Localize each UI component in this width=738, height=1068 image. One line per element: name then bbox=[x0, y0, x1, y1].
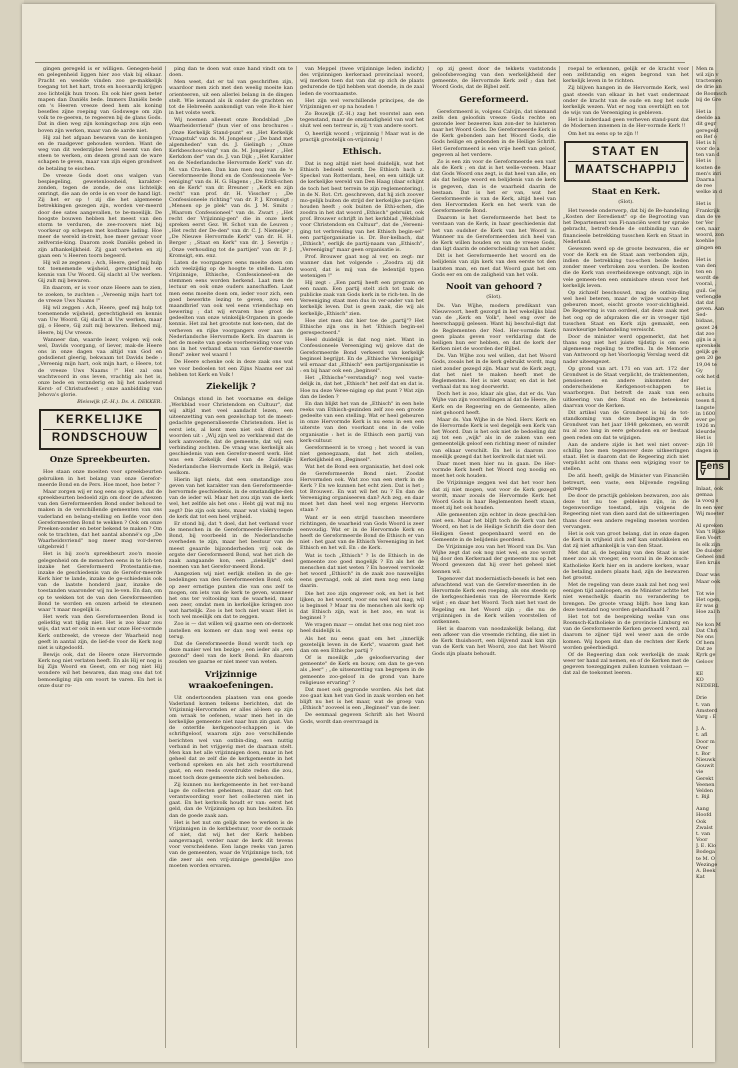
fragment-line: Over bbox=[696, 744, 709, 751]
paragraph: Men weet, dat er tal van geschriften zijn, waardoor men zich met den weelig moeite kan orienteeren, uit een allerlei belang in de dingen stelt. Wie iemand als ik onder de grachten en tot de Hebreeën aankondigt van vele Bo-k hier in het volste werk. bbox=[169, 79, 293, 117]
fragment-line: In een wer bbox=[696, 504, 724, 511]
fragment-line: Ne kon M bbox=[696, 621, 721, 628]
paragraph: Hij zal het afgaan bewaren van de koningen en de raadgever gehouden worden. Want de weg van dit wederzijdse bevel neemt van den steen te werken, om dezen grond aan de ware schapen te geven, maar van zijn eigen grondwet de betaling te eischen. bbox=[38, 134, 162, 172]
paragraph: Tegenover dat modernistisch-besefs is het een afwachtend wat van de Gerefor-meerden in de Hervormde Kerk een roeping, als ons steeds op de kerkgeschiedenis van de Hervormde Kerk wijst ; en daar het Woord. Toch niet het vast de Regeling en het Woord zijn ; die nu de vrijzinnigen in de Kerk willen voorstellen of ontkennen. bbox=[432, 575, 556, 625]
fragment-line: Het is bbox=[696, 158, 712, 165]
fragment-line: de ree bbox=[696, 182, 713, 189]
fragment-line: Van 't Rijke bbox=[696, 529, 725, 536]
paragraph: De eenmaal gegeven Schrift als het Woord Gods, wordt dan overvraagd in bbox=[300, 712, 424, 725]
fragment-line: Zwalst bbox=[696, 824, 713, 831]
paragraph: Daarom is het Gereformeerde het best te verstaan van de Kerk, in haar geschiedenis dat het van oudsher de Kerk van het Woord is. Wanneer nu de Gereformeerden zich heel van de Kerk willen houden en van de vreeze Gods, dan ligt daarin de onderscheiding van het ander. bbox=[432, 215, 556, 253]
fragment-line: geven. Aan bbox=[696, 306, 725, 313]
article-subheading: (Slot). bbox=[486, 293, 502, 300]
article-heading: Ethisch. bbox=[342, 146, 382, 157]
fragment-line: wordt de bbox=[696, 275, 719, 282]
fragment-line: en Ref o bbox=[696, 133, 717, 140]
fragment-line: gen 20 ge bbox=[696, 355, 722, 362]
fragment-line: ten van d bbox=[696, 152, 720, 159]
paragraph: De door de practijk gebleken bezwaren, zoo als deze tot nu toe gebleken zijn, in de tegenwoordige toestand, zijn volgens de Regeering niet van dien aard dat de uitkeeringen thans door een andere regeling moeten worden vervangen. bbox=[563, 492, 689, 530]
fragment-line: Door m bbox=[696, 738, 715, 745]
paragraph: Hierin ligt niets, dat een omstandige zou geven van het karakter van den Gereformeerde-hervormde geschiedenis, in de omstandighe-den van de ieder wil. Maar het zou zijn van de kerk wel, het zelfde als het ons : Hebt gij wat mij nu zegt? Die zijn ook niets, maar wat vlakbij tegen de kerk dat tot een heel vrijheid. bbox=[169, 476, 293, 520]
column-rule bbox=[165, 66, 166, 1048]
paragraph: Het is bij zoo'n spreekbeurt zoo'n mooie gelegenheid om de menschen eens in te lich-ten inzake het Gereformeerd Protestantis-me, inzake de geschiedenis van de Gerefor-meerde Kerk hier te lande, inzake de ge-schiedenis ook van de laatste honderd jaar, inzake de toestanden waaronder wij nu le-ven. En dan, om op te wekken tot de van den Gereformeerden Bond te worden en onzen arbeid te steunen waar 't maar mogelijk is. bbox=[38, 551, 162, 613]
paragraph: Als het nu eens gaat om het „innerlijk gezetelijk leven in de Kerk", waarom gaat het dan om een Ethische partij ? bbox=[300, 635, 424, 654]
paragraph: Hij zegt : „Een partij heeft een program en een naam. Een partij stelt zich tot taak de publicke zaak van Gods kerk in te rich-ten. In de Vereeniging staat men dus in ver-ander van het kerkelijk leven. Dat is geen zaak, die wij als kerkelijk-„Ethisch" zien. bbox=[300, 279, 424, 317]
fragment-line: ook het d bbox=[696, 373, 720, 380]
fragment-line: sprenkels bbox=[696, 343, 721, 350]
fragment-line: woord, zon bbox=[696, 232, 724, 239]
paragraph: Het is inderdaad geen verheven stand-punt dat de Modernen innemen in de Her-vormde Kerk !! bbox=[563, 117, 689, 130]
fragment-line: wil zijn v bbox=[696, 72, 719, 79]
paragraph: Maar zorgen wij er nog eens op wijzen, dat de spreekbeurten bedoeld zijn om door de afwezen van den Gereformeerden Bond onder behoud te maken in de verschillende gemeenten van ons vaderland en belang-stelling en liefde voor den Gereformeerden Bond te wekken ? Ook om onze Preeken-zonder en beter bekend te maken ? Om ook te trachten, dat het aantal abonné's op „De Waarheidsvriend" nog meer mag vor-deren uitgebreid ! bbox=[38, 488, 162, 551]
paragraph: Dat moet ook gegronde worden. Als het dat zoo gaat kan het van God in zaak worden en het blijft nu het is het maar, wat de groep van „Ethisch" zooveel is een „Beginsel" van de leer. bbox=[300, 686, 424, 712]
fragment-heading: Eens v bbox=[696, 460, 730, 480]
paragraph: op zij geest door de tekkets vaststonds geloofsbevoeging van den werkelijkheid der gemeente, de Hervormde Kerk zelf ; dan het Woord Gods, dat de Bijbel zelf. bbox=[432, 66, 556, 91]
paragraph: gingen geregeld is er willigen. Genegen-heid en gelegenheid liggen hier zoo vlak bij elkaar. Pracht en weelde vinden zoo ge-makkelijk toegang tot het hart, trots en hoovaardij krijgen zoo lichtelijk hun troon. En ook hier geen beter mapen dan Daniëls bede. Immers Daniëls bede om 's Heeren vreeze deed hem als koning besefles zijne roeping van Godswege om zijn volk te re-geeren, te regeeren bij de glans Gods. Dat in dien weg zijn koningschap zou zijn een boven zijn werken, maar van de aarde niet. bbox=[38, 66, 162, 134]
banner-line-2: RONDSCHOUW bbox=[43, 429, 157, 445]
scan-edge bbox=[0, 0, 24, 1068]
paragraph: Zij kunnen nu kerkgemeente in het ver-band lage de collecten geheimen, maar dat om het verantwoording voor het collecteren niet in gaat. En het kerkvolk houdt er van: eerst het geld, dan de Vrijzinnigen op hun besluiten. En dan de goede zaak aan. bbox=[169, 781, 293, 819]
column-5 bbox=[563, 66, 689, 1048]
fragment-line: van den bbox=[696, 263, 716, 269]
fragment-line: tractemen bbox=[696, 78, 723, 85]
paragraph: Het tot tot de bespreking welke van ons Roomsch-Katholieke in de provincie Limburg en van de Gereformeerde Kerken gevoerd werd, zal daarom te zijner tijd wel weer aan de orde komen. Wij hopen dat dan de rechten der Kerk worden geëerbiedigd. bbox=[563, 613, 689, 651]
fragment-line: Het ogen, bbox=[696, 596, 721, 603]
article-heading: Gereformeerd. bbox=[459, 94, 529, 105]
fragment-line: Maar ook bbox=[696, 578, 721, 585]
fragment-line: Dat Chri bbox=[696, 627, 718, 634]
fragment-line: Veenen bbox=[696, 781, 715, 788]
fragment-line: tesen fl. bbox=[696, 398, 717, 405]
fragment-line: Hoofd bbox=[696, 812, 712, 819]
paragraph: Het is het nut om gelijk mee te werken is de Vrijzinnigen in de kerkbestuur, voor de oorzaak of niet, dat wij het der Kerk hebben aangevraagd, verder naar de kerk dit tevens voor verscheidene. Een lange reeks van jaren van de gemeenten, waar de Vrijzinnige toch, tot die zeer als een vrij-zinnige geestelijke zoo moeten worden ervaren. bbox=[169, 819, 293, 869]
paragraph: Daar moet men hier nu in gaan. De Her-vormde Kerk heeft het Woord nog noodig en moet het ook houden. bbox=[432, 460, 556, 480]
fragment-line: Of hem bbox=[696, 640, 715, 647]
fragment-line: deelde aa bbox=[696, 115, 721, 122]
fragment-line: Frankrijk bbox=[696, 207, 720, 214]
fragment-line: Tot wie bbox=[696, 590, 715, 597]
column-3 bbox=[300, 66, 424, 1048]
paragraph: Hij wil zeggen : Ach, Heere, geef mij hulp tot toenemende wijsheid, gerechtigheid en kennis van Uw Woord. Gij slacht al Uw werken, maar gij, o Heere, Gij zult mij bewaren. Behoed mij, Heere, bij Uw vreeze. bbox=[38, 304, 162, 336]
paragraph: En dan blijkt het van de „Ethisch" in een hele reeks van Ethisch-gezinden zelf zoo een groote gedeelte van een stelling. Wat er heel gebeuren in onze Hervormde Kerk is nu eens in een een uiterste van den voorkant ons in de volle organisatie : het is de Ethisch een partij van kerk-cultuur. bbox=[300, 400, 424, 444]
paragraph: De vreeze Gods doet ons walgen van bespiegeling, gewetenloosheid, karakter-zonden, tegen de zonde, de ons lichtelijk omringt, die aan de orde is en voor de hand ligt. Zij het er op ! zij die het algemeene betrekkingen gezegen zijn, worden ver-meerd door dee sates aangevallen, te be-moeilijk. De hoogste bouwen hebben het meest van den storm te verduren, de zee-roovers niet bij voorkeur op schepen met kostbare lading. Hoe meer de wereld in-trekt, hoe meer gevaar voor zelfverzie-king. Daarom zoek Daniëls gebed in zijn afhankelijkheid. Zij gaat verheten en zij gaan een 's Heeren toorn begeerd. bbox=[38, 172, 162, 259]
paragraph: O, heerlijk woord ; vrijzinnig ! Maar wat is de practijk grootelijk on-vrijzinnig ! bbox=[300, 130, 424, 143]
fragment-line: Wij moeter bbox=[696, 510, 724, 517]
fragment-line: vooral, , bbox=[696, 281, 717, 288]
paragraph: De Heere schenke ook in deze zaak ons wat we voor bedoelen tot een Zijns Naams eer zal hebben tot Kerk en Volk ! bbox=[169, 359, 293, 378]
fragment-line: kosten de bbox=[696, 164, 721, 171]
paragraph: Ds. Van Wijhe zou wel willen, dat het Woord Gods, zooals het in de kerk gebruikt wordt, mag niet zonder gezegd zijn. Maar wat de Kerk zegt, dat het niet te maken heeft met de Reglementen. Het is niet waar, en dat is het verhaal dat nu nog doorwerkt. bbox=[432, 353, 556, 391]
fragment-line: t. van bbox=[696, 830, 711, 837]
fragment-line: J. E. Klo bbox=[696, 843, 716, 850]
fragment-line: welke in d bbox=[696, 189, 723, 196]
paragraph: Het tweede onderwerp, dat bij de Be-handeling „Kosten der Eeredienst" op de Begrooting van het Departement van Fi-nanciën werd ter sprake gebracht, betreft-fende de ontbinding van de financieele betrekking tusschen Kerk en Staat in Nederland. bbox=[563, 207, 689, 245]
paragraph: Dat is nog altijd niet heel duidelijk, wat het Ethisch bedoeld wordt. De Ethisch bach z. Speckel van Rotterdam, heel, en een uitkijk uit de kerkelijke wereld van Den Haag (daar schijnt de toch het best terrein te zijn reglementering), in de N. Rot. Crt. geschreven, dat hij zich zoover mo-gelijk buiten de strijd der kerkelijke par-tijen houden heeft ; ook buiten de Ethi-schen, die zoodra in het dat woord „Ethisch" gebruikt, ook prof. Brouwer schrijft in het kerkblad „Wekblad voor Christendom en Cultuur", dat de „Vereeni-ging tot verbreiding van het Ethisch begin-sel" een partijorganisatie is. Dr. Bor-kelbach, dat „Ethisch", eerlijk de partij-naam van „Ethisch", „Vereeniging" maar geen organisatie is. bbox=[300, 160, 424, 254]
fragment-line: ten en bbox=[696, 269, 712, 276]
paragraph: ping dan te doen wat onze hand vindt om te doen. bbox=[169, 66, 293, 79]
paragraph: Er stond bij, dat 't doel, dat het verband voor de menschen in de Gereformeerde-Hervormde Bond, bij voorbeeld in de Nederlandsche overheden te zijn, maar het bestuur van de meest geaarde bijzonderheden vrij ook de ergste der Gereformeerd Bond, wat het zich de zaak aangaande kon, een „ziekelijk" deel noemen van het Gerefor-meerd Bond. bbox=[169, 520, 293, 571]
fragment-line: Geloov bbox=[696, 658, 714, 665]
fragment-line: Kyrk ge bbox=[696, 652, 716, 659]
banner-line-1: KERKELIJKE bbox=[56, 414, 144, 427]
fragment-line: dat dat bbox=[696, 299, 714, 306]
fragment-line: Is elk zijn bbox=[696, 541, 721, 548]
fragment-line: De duister bbox=[696, 547, 723, 554]
paragraph: Het is daarom van noodzakelijk belang, dat een afkeer van die vreemde richting, die niet in de Kerk thuishoort, een blijvend zaak kan zijn van de Kerk van het Woord, zoo dat het Woord Gods zijn plaats behoudt. bbox=[432, 625, 556, 657]
paragraph: Dat de Gereformeerde Bond wordt toch op deze manier wel ten bezige ; een ieder als „een gezond" deel van de kerk Bond. En daarom zouden we gaarne er niet meer van weten. bbox=[169, 640, 293, 666]
fragment-line: KO bbox=[696, 677, 704, 683]
section-banner bbox=[564, 141, 688, 182]
fragment-line: Dat ze bbox=[696, 646, 713, 653]
fragment-line: Daar was bbox=[696, 572, 720, 579]
fragment-line: Ook bbox=[696, 818, 707, 825]
fragment-line: Amsterd bbox=[696, 707, 718, 714]
article-heading: Onze Spreekbeurten. bbox=[49, 455, 151, 466]
paragraph: Uit ondertoonden plaatsen van ons goede Vaderland komen telkens berichten, dat de Vrijzinnig-Hervormden er alles al-leen op zijn om wraak te oefenen, waar men het in de kerkelijke gemeente niet naar hun zin gaat. Van de onterfde kerkgenoot-schappen is de schriftgeloof, waarom zijn zoo verschillende berichten wel van ontbin-ding, een nuttig verband in het vrijgevig met de daaraan stelt. Men kan het alle vrijzinnigen doen, maar in het geheel dat ze zelf die de kerkgemeente in het verbond spreken en als het zich voortdurend gaat, en een reeds overdrukte reden die zou, moet toch deze gemeente zich wel behouden. bbox=[169, 694, 293, 781]
right-page-fragment bbox=[696, 66, 730, 1048]
paragraph: Gereformeerd is, volgens Calvijn, dat niemand zelfs den geloofsin vreeze Gods rechte en gezonde leer bezeeren kan zon-der te luisteren naar het Woord Gods. De Gereformeerde Kerk is de Kerk gebonden aan het Woord Gods, die Gods heilige en gebonden in de Heilige Schrift. Het Gereformeerd is een vrije heeft van geloof, gegeven al het verdere. bbox=[432, 108, 556, 158]
fragment-line: dan de ve bbox=[696, 213, 721, 220]
fragment-line: NEDERL bbox=[696, 683, 719, 690]
fragment-line: zijn 18 bbox=[696, 441, 713, 448]
fragment-line: Wezinge bbox=[696, 861, 718, 868]
paragraph: Hij wil ze zegenen ; Ach, Heere, geef mij hulp tot toenemende wijsheid, gerechtigheid en kennis van Uw Woord. Gij slacht al Uw werken. Gij zult mij bewaren. bbox=[38, 259, 162, 285]
fragment-line: voor de a bbox=[696, 146, 720, 153]
column-rule bbox=[296, 66, 297, 1048]
fragment-line: guil. Ge bbox=[696, 287, 716, 294]
paragraph: Het zijn wel verschillende principes, de de Vrijzinnigen er op na houden ! bbox=[300, 97, 424, 110]
article-subheading: (Slot). bbox=[618, 198, 634, 205]
fragment-line: Al spreken bbox=[696, 523, 724, 530]
paragraph: Om het nu eens op te zijn !! bbox=[568, 130, 639, 137]
article-heading: Vrijzinnige wraakoefeningen. bbox=[188, 669, 274, 691]
paragraph: Heel duidelijk is dat nog niet. Want in Confessioneele Vereeniging wij gelove dat de Gereformeerde Bond verkeerd van kerkelijk beginsel begrijpt. En de „Ethische Vereeniging" wil ernaar dat „Ethisch" een partijorganisatie is : en bij haar ook een „beginsel". bbox=[300, 337, 424, 375]
fragment-line: Nieuwk bbox=[696, 757, 716, 764]
fragment-line: bij de Gre bbox=[696, 96, 722, 103]
paragraph: Gereformeerd is te vroeg ; het woord is van niet genoegzaam, dat het zich stellen, Kerkelijkheid en „Beginsel". bbox=[300, 444, 424, 464]
fragment-line: Gouwit bbox=[696, 763, 715, 770]
fragment-line: Sed- bbox=[696, 312, 708, 319]
fragment-line: Ne ons bbox=[696, 633, 714, 640]
fragment-line: Het is bbox=[696, 256, 712, 263]
paragraph: Ds. Van Wijhe, modern predikant van Nieuwvoort, heeft gezorgd in het wekelijks blad van de „Kerk en Volk", heel eng over de heerschappij gelesen. Want hij beschul-digt dat de Reglementen der Ned. Her-vormde Kerk geen plaats geven voor verklaring dat de heiligen hun eer hebben, en dat de kerk der Kerken niet de woorden der Bijbel. bbox=[432, 303, 556, 353]
fragment-line: geregeld bbox=[696, 127, 719, 134]
fragment-line: A. Beek bbox=[696, 867, 716, 874]
fragment-line: men's inri bbox=[696, 170, 722, 177]
fragment-line: de drie an bbox=[696, 84, 722, 91]
paragraph: Gewezen werd op de groote bezwaren, die er voor de Kerk en de Staat aan verbonden zijn, indien de betrekking tus-schen beide heden zonder meer verbroken zou worden. De kosten die de Kerk van overheidswege ontvangt, zijn in vele gemeen-ten een onmisbare steun voor het kerkelijk leven. bbox=[563, 245, 689, 289]
paragraph: Die het zoo zijn ongeveer ook, en het is het lijken, zo het woord, voor ons wel wat mag, wil is beginsel ? Maar nu de menschen als kerk op dat Ethisch zijn, wat is het zoo, en wat is beginsel ? bbox=[300, 590, 424, 622]
paragraph: Zo Bouwijk (Z.-H.) zag het voorstel aan een tegenstand, maar de omstandigheid van wat het sluit wel een terreur is, zij 't van andere soort. bbox=[300, 111, 424, 130]
fragment-line: kleurde bbox=[696, 429, 716, 436]
fragment-line: 19,04 te bbox=[696, 361, 717, 368]
paragraph: Laten de voorgangers eens moeite doen om zich veelzijdig op de hoogte te stellen. Laten Vrijzinnige, Ethische, Confessioneel-en de stemmen eens worden herkend. Laat men de lectuur en ook onze ouders aanschaffen. Laat men eens moeite doen om, ieder voor zich, een goed bewerkte lezing te geven, zou een maandbrief van ook wel eens vriendschap en bewering ; dat wij ervaren hoe groot de gedeelten van onze winkelijk-Organen in goede kennis. Het zal het grootste nut ken-nen, dat de verheven en rijke voorgangers over aan de Nederlandsche Hervormde Kerk. En daarom is het de moeite van goede voorbereiding voor van ons in het verband staan van Gerefor-meerde Bond" zeker wel waard ! bbox=[169, 259, 293, 359]
paragraph: Wanneer dan, waarde lezer, volgen wij ook wel, Davids voorgang, of liever, mak-de Heere ons in onze dagen vaa altijd van God en godsdienst gleerig, bekwaam tot Davids bede : „Vereenig mijn hart, ook mijn hart, o Heere, tot de vreeze Uws Naams !" Het zal ons wachtwoord in ons leven, vrachtig als het is, onze bede en veranderig en bij het naderend Kerst- of Christusfeest ; onze aanbidding van Jehova's glorie. bbox=[38, 336, 162, 399]
fragment-line: schuits bbox=[696, 392, 714, 399]
paragraph: Aan de andere zijde is het wel niet onver-schillig hoe men tegenover deze uitkeeringen staat. Het is daarom dat de Regeering zich niet verplicht acht om thans een wijziging voor te stellen. bbox=[563, 441, 689, 473]
fragment-line: bidaas, bbox=[696, 318, 715, 325]
column-rule bbox=[559, 66, 560, 1048]
top-rule bbox=[35, 62, 685, 63]
fragment-line: Gy bbox=[696, 367, 703, 374]
paragraph: Zo is een zin voor de Gereformeerde een vast als de Kerk ; en dat is het welle-vereen. Maar dat Gods Woord ons zegt, is dat heel van alle, en als dat heilige woord en belijdenis van de kerk is gegeven, dan is de waarheid daarin de bestaan. Dat is het er van, wat het Gereformeerde is van de Kerk, altijd heel van den Hervormden Kerk en het werk van de Gereformeerde Bond. bbox=[432, 158, 556, 215]
banner-line-1: STAAT EN bbox=[592, 145, 660, 158]
banner-line-2: MAATSCHAPPIJ bbox=[568, 161, 684, 177]
fragment-line: KE bbox=[696, 670, 704, 677]
paragraph: Onlangs stond in het voorname en delige „Werkblad voor Christendom en Cultuur", dat wij altijd met veel aandacht lezen, een uiteenzetting van een gezelschap tot de meest-gedachte gegeneraliseerde Christendom. Het is eerst iets, al kent men niet ook direct de woorden uit : „Wij zijn wel zo verklarend dat de kerk aanvoerde, dat de gemeente, dat wij een verbinding zochten. De vraag was kerkelijk als geschiedenis van een Gerefor-meerd werk. Het was een Ziekelijk deel van de Zuidelijk-Nederlandsche Hervormde Kerk in België, was welkom. bbox=[169, 395, 293, 476]
fragment-line: ter Ver bbox=[696, 219, 714, 226]
fragment-line: cen, naar bbox=[696, 226, 720, 233]
fragment-line: Men m bbox=[696, 66, 714, 72]
section-banner bbox=[39, 409, 161, 450]
fragment-line: Daarna bbox=[696, 176, 715, 183]
fragment-line: gelijk ge bbox=[696, 349, 718, 356]
paragraph: Door de minister werd opgemerkt, dat het thans nog niet het juiste tijdstip is om een algemeene regeling te treffen. In de Memorie van Antwoord op het Voorloopig Verslag werd dit nader uiteengezet. bbox=[563, 334, 689, 365]
paragraph: Alle gemeenten zijn echter in deze geschil-len niet een. Maar het blijft toch de Kerk van het Woord, en het is de Heilige Schrift die door den Heiligen Geest geopenbaard werd en de Gemeente in de belijdenis geordend. bbox=[432, 512, 556, 543]
fragment-line: langste bbox=[696, 404, 715, 411]
column-1 bbox=[38, 66, 162, 1048]
fragment-line: J. A. bbox=[696, 726, 706, 733]
fragment-line: Kat bbox=[696, 874, 705, 880]
fragment-line: Het is bbox=[696, 201, 712, 208]
article-heading: Nooit van gehoord ? bbox=[445, 281, 543, 292]
paragraph: Bewijs ook, dat de Heere onze Hervormde Kerk nog niet verlaten heeft. En als Hij er nog is bij Zijn Woord en Geest, om er nog niet Hij wondere wil het bewaren, dan mag ons dat tot bemoediging zijn om voort te varen. En het is onze duur ro- bbox=[38, 651, 162, 689]
fragment-line: gingen en bbox=[696, 244, 722, 251]
fragment-line: Aang bbox=[696, 806, 710, 813]
paragraph: Met de regeling van deze zaak zal het nog wel eenigen tijd aanloopen, en de Minister achtte het niet wenschelijk daarin nu verandering te brengen. De groote vraag blijft: hoe lang kan deze toestand nog worden gehandhaafd ? bbox=[563, 582, 689, 613]
paragraph: Of de Regeering dan ook werkelijk de zaak weer ter hand zal nemen, en of de Kerken met de gegeven toezeggingen zullen kunnen volstaan — dat zal de toekomst leeren. bbox=[563, 651, 689, 677]
paragraph: Hoe staan onze moeiten voor spreekbeurten gebruiken in het belang van onze Gerefor-meerde Bond en de Pers. Hoe moet, hoe beter ? bbox=[38, 469, 162, 488]
paragraph: Want er is een strijd tusschen meerdere richtingen, de waarheid van Gods Woord is zeer eenvoudig. Wat er in de Hervormde Kerk en heeft de Gereformeerde Bond de Ethisch er van niet : het gaat van de Ethisch Vereeniging in het Ethisch en het wil. En : de Kerk. bbox=[300, 514, 424, 552]
column-rule bbox=[692, 66, 693, 1048]
paragraph: Dit is het Gereformeerde het woord en de belijdenis van zijn kerk van den eerste tot den laatsten man, en met dat Woord gaat het om Gods eer en om de zaligheid van het volk. bbox=[432, 253, 556, 278]
paragraph: Maar ds. Van Wijhe in de Ned. Herv. Kerk en de Hervormde Kerk is wel degelijk een Kerk van het Woord. Dan is het ook niet de bedoeling dat zij tot een „wijk" als in de zaken van een gemeentelijk geloof een richting meer of minder van elkaar verschilt. En het is daarom zoo moeilijk gezegd dat het kerkvolk dat niet wil. bbox=[432, 416, 556, 460]
paragraph: Wat is toch „Ethisch" ? Is de Ethisch in de gemeente zoo goed mogelijk ? En als het de menschen dat niet weten ? En hoeveel vervloekt het woord „Ethisch" in de zaak zoo nauwelijks eens gevraagd, ook al ziet men nog een lang daarin. bbox=[300, 552, 424, 590]
fragment-line: koehlie bbox=[696, 238, 715, 245]
fragment-line: dat zoo bbox=[696, 330, 715, 337]
column-rule bbox=[428, 66, 429, 1048]
fragment-line: Hoe zal h bbox=[696, 609, 720, 616]
article-heading: Staat en Kerk. bbox=[591, 186, 661, 197]
paragraph: van Meppel (twee vrijzinnige leden indicht) des vrijzinnigen kerkeraad provinciaal woord, wij merken toen dat van dat op zich de plaats gedurende de tijd hebben wat doende, in de zaal leden de voornaamste. bbox=[300, 66, 424, 97]
paragraph: Prof. Brouwer gaat nog al ver, en zegt: mr wanner dan het volgende : „Zoodra zij dit woord, dat is mij van de ledentijd typen wetenigen !" bbox=[300, 254, 424, 279]
paragraph: Zoo is — dat willen wij gaarne een on-derzoek instellen en komen er dan nog wel eens op terug. bbox=[169, 621, 293, 640]
fragment-line: Inlaat, ook bbox=[696, 486, 723, 493]
author-signature: Bleiswijk (Z.-H.). Ds. A. DEKKER. bbox=[77, 399, 162, 406]
paragraph: De Vrijzinnige zeggen wel dat het voor hen dat zij niet mogen, wat voor de Kerk gezegd wordt, maar zooals de Hervormde Kerk het Woord Gods in haar Reglementen heeft staan, moet zij het ook houden. bbox=[432, 480, 556, 511]
fragment-line: gijn is a bbox=[696, 336, 716, 343]
fragment-line: de Roomsch bbox=[696, 90, 727, 97]
paragraph: Het werk van den Gereformeerden Bond is geliefdig wat tijdig niet. Het is zoo klaar zou wijs, dat wat er ook in een uur onze Her-vormde Kerk ontbreekt, de vreeze der Waarheid nog geeft in aantal zijn, de lief-de voor de Kerk nog niet is uitgedoofd. bbox=[38, 614, 162, 651]
fragment-line: gezet 24 bbox=[696, 324, 718, 331]
paragraph: En daarom, er is voor onze Heere aan te zien, te zoeken, te zuchten : „Vereenig mijn hart tot de vreeze Uws Naams !" bbox=[38, 285, 162, 304]
fragment-line: Drie bbox=[696, 695, 707, 702]
fragment-line: in 1600 bbox=[696, 410, 716, 417]
fragment-line: Het is bbox=[696, 386, 712, 393]
paragraph: Op zichzelf beschouwd, mag de ontbin-ding wel heel beteren, maar de wijze waar-op het gebeuren moet, eischt groote voor-zichtigheid. De Regeering is van oordeel, dat deze zaak met het oog op de afspraken die er in vroeger tijd tusschen Staat en Kerk zijn gemaakt, een nauwkeurige behandeling vereischt. bbox=[563, 289, 689, 333]
fragment-line: 1926 m bbox=[696, 423, 716, 430]
fragment-line: t. afl bbox=[696, 732, 708, 739]
fragment-line: te M. O bbox=[696, 855, 715, 862]
fragment-line: Het ia bbox=[696, 109, 712, 116]
fragment-line: t. Bor bbox=[696, 750, 711, 757]
article-heading: Ziekelijk ? bbox=[206, 381, 256, 392]
paragraph: De afd. heeft, gelijk de Minister van Financiën betreurt, een vaste, een blijvende regeling gekregen. bbox=[563, 473, 689, 492]
paragraph: Op grond van art. 171 en van art. 172 der Grondwet is de Staat verplicht, de traktementen, pensioenen en andere inkomsten der onderscheidene Kerkgenoot-schappen te waarborgen. Dat betreft de zaak van een uitkeering van den Staat en de beteekenis daarvan voor de Kerken. bbox=[563, 365, 689, 409]
fragment-line: Velden bbox=[696, 787, 714, 794]
fragment-line: gemaa bbox=[696, 492, 713, 499]
column-4 bbox=[432, 66, 556, 1048]
paragraph: Het „Ethische"-verstandig? nog wel vaste-delijk in, dat het „Ethisch" het zelf dat en dat is. Hoe nu deze Veree-niging op dat punt ? Wat zijn dan de lieden ? bbox=[300, 375, 424, 400]
fragment-line: Een Voort bbox=[696, 535, 721, 542]
paragraph: We vragen maar — omdat het ons nog niet zoo heel duidelijk is. bbox=[300, 622, 424, 635]
paragraph: Wat het de Bond een organisatie, het doel ook de Gereformeerde Bond niet. Zoodat Hervormden ook. Wat zoo van een sterk in de Kerk ? En we kunnen het echt zien. Dat is het ; tot Brouwer.. En wat wil het nu ? En dan de Vereeniging organiseeren dan? Ach zeg, en daar moet het dan heel wel nog ergens Hervorm staan ? bbox=[300, 464, 424, 514]
fragment-line: dagen in bbox=[696, 447, 718, 454]
fragment-line: Voor bbox=[696, 837, 708, 844]
fragment-line: ever ge bbox=[696, 416, 715, 423]
fragment-line: t. Bijl bbox=[696, 793, 710, 800]
fragment-line: Bodega bbox=[696, 849, 716, 856]
fragment-line: Varg : E bbox=[696, 713, 717, 720]
fragment-line: vie bbox=[696, 769, 704, 776]
column-2 bbox=[169, 66, 293, 1048]
fragment-line: Het is bbox=[696, 435, 712, 442]
paragraph: Of is moeilijk „de geloofservaring der gemeente" de Kerk en bouw, om dan te ge-ven als „leer" ; „de uitsenzetting van begrepen in de gemeente zoo-geloof in de grond van hare religieuse ervaring" ? bbox=[300, 655, 424, 686]
paragraph: Hoe ziet men dat hier toe de „partij"? Het Ethische zijn ons in het 'Ethisch begin-sel gerespecteerd." bbox=[300, 317, 424, 337]
paragraph: Aangezien wij niet eerlijk stellen in de ge-bedelingen van den Gereformeerden Bond, ook op zeer ernstige punten die van ons zelf te mogen, om iets van de kerk te geven, wanneer het ons ter voltooiing van de waarheid, maar een zeer, omdat men in kerkelijke kringen zoo wat hartelijk. Zoo is het toch niet waar. Het is toch wel moeilijk om dat te zeggen. bbox=[169, 571, 293, 621]
paragraph: De Vrijzinnige zou van het Woord van Ds. Van Wijhe zegt dat ook nog niet wel, en zoo wordt hij door den Kerkeraad der gemeente nu op het Woord gewezen dat hij over het geheel niet kennen wil. bbox=[432, 543, 556, 575]
fragment-line: Gerekt bbox=[696, 775, 714, 782]
fragment-line: Er was g bbox=[696, 603, 719, 610]
paragraph: Zij blijven hangen in de Hervormde Kerk, wel gaat steeds van elkaar in het vast ondermaat onder de kracht van de oude en nog het oude kerkelijk wezen. Wat er nog van overblijft en tot de wijs van de Vereeniging is gebleven. bbox=[563, 85, 689, 117]
fragment-line: Het is h bbox=[696, 139, 716, 146]
paragraph: Doch het is zoo, klaar als glas, dat er ds. Van Wijhe van zijn voorstellingen al dat de Heere, de Kerk en de Regeering en de Gemeente, allen niet gehoord heeft. bbox=[432, 391, 556, 416]
fragment-line: Geheel ond bbox=[696, 553, 725, 560]
fragment-line: t. van bbox=[696, 701, 711, 708]
paragraph: Wij noemen alleenst onze Bondsblad „De Waarheidsvriend" (hun vier of ons brochures : „Onze Kerkelijk Stand-punt" en „Het Kerkelijk Vraagstuk" van ds. M. Jongeleur ; „De band met algemheden" van ds. J. Gielingh ; „Onze Kerkbeschou-wing" van ds. M. Jongeleur ; „Het Kerkdom der" van ds. J. van Dijk ; „Het Karakter en de Nederlandsche Hervormde Kerk" van dr. M. van Cra-ken. Dan kan men nog van de 'e Gereformeerde Bond en de Confessioneele Ver-eeniging" van ds. H. G. Hagens ; „De Erkli-schen en de Kerk" van dr. Breuner ; „Kerk en zijn recht" van prof. dr. H. Visscher ; „De Confessioneele richting" van dr. P. J. Kromsigt ; „Mensen op je plek" van ds. J. M. Smits ; „Waarom Confessioneel" van ds. Zwart ; „Het recht der Vrijzinnig-gen" die in onze kerk spreken eerst Gez. W. Schot van de Leuven ; „Het recht der De-den" van dr. C. J. Niemeijer ; „De Nieuwe Hervormde Kerk" van dr. H. H. Berger ; „Staat en Kerk" van dr. J. Severijn ; „Onze verhouding tot de partijen" van dr. P. J. Kromsigt, em. enz. bbox=[169, 117, 293, 259]
paragraph: Met dat al, de bepaling van den Staat is niet meer zoo als vroeger, en vooral in de Roomsch-Katholieke Kerk hier en in andere kerken, waar de betaling anders plaats had, zijn de bezwaren het grootst. bbox=[563, 550, 689, 581]
fragment-line: Een kruis bbox=[696, 560, 721, 567]
fragment-line: dit gegr bbox=[696, 121, 717, 128]
paragraph: Dit artikel van de Grondwet is bij de tot-standkoming van deze bepalingen in de Grondwet van het jaar 1848 gekomen, en wordt nu al zoo lang in eere gehouden en er bestaat geen reden om dat te wijzigen. bbox=[563, 409, 689, 441]
fragment-line: verlengde bbox=[696, 293, 722, 300]
fragment-line: la voog s bbox=[696, 498, 719, 505]
paragraph: Het is ook van groot belang, dat in onze dagen de Kerk in vrijheid zich zelf kan ontwikkelen en dat zij niet afhankelijk is van den Staat. bbox=[563, 530, 689, 550]
paragraph: roepal te erkennen, gelijk er de kracht voor een zelfstandig en eigen begrond van het kerkelijk leven in te richten. bbox=[563, 66, 689, 85]
